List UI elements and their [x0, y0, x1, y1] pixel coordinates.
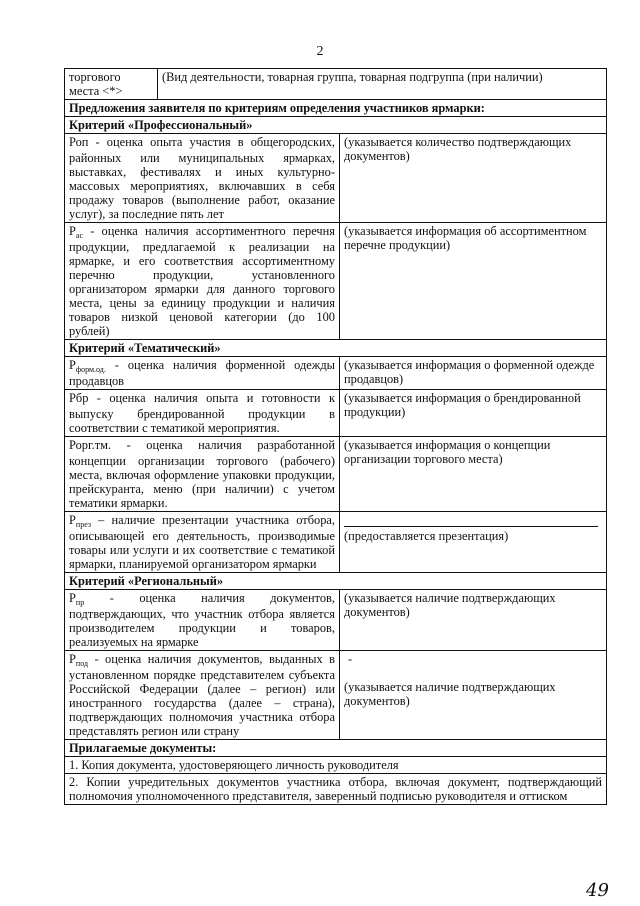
criterion-answer-cell [340, 651, 607, 740]
application-table [64, 68, 607, 805]
handwritten-page-number: 49 [586, 880, 609, 901]
criterion-answer-hint: (предоставляется презентация) [344, 529, 509, 543]
criterion-answer-hint: (указывается информация о форменной одежде продавцов) [340, 357, 607, 390]
attachment-item: 1. Копия документа, удостоверяющего личность руководителя [65, 757, 607, 774]
criterion-row [65, 437, 607, 512]
criterion-description: Рбр - оценка наличия опыта и готовности к выпуску брендированной продукции в соответствии с тематикой мероприятия. [65, 390, 340, 437]
criterion-row [65, 512, 607, 573]
page-number: 2 [316, 44, 324, 59]
professional-criterion-header: Критерий «Профессиональный» [65, 117, 607, 134]
criterion-description: Роп - оценка опыта участия в общегородских, районных или муниципальных ярмарках, выставках, фестивалях и иных культурно-массовых мероприятиях, включавших в себя продажу товаров (выполнение работ, оказание услуг), за последние пять лет [65, 134, 340, 223]
criterion-answer-hint: (указывается наличие подтверждающих документов) [340, 590, 607, 651]
attachments-header: Прилагаемые документы: [65, 740, 607, 757]
criterion-answer-hint: (указывается информация об ассортиментном перечне продукции) [340, 223, 607, 340]
proposals-header: Предложения заявителя по критериям определения участников ярмарки: [65, 100, 607, 117]
criterion-description: $Р_{пр}$ - оценка наличия документов, подтверждающих, что участник отбора является производителем продукции и товаров, реализуемых на ярмарке [65, 590, 340, 651]
criterion-description: $Р_{форм.од.}$ - оценка наличия форменной одежды продавцов [65, 357, 340, 390]
criterion-row [65, 590, 607, 651]
criterion-answer-hint: (указывается информация о концепции организации торгового места) [340, 437, 607, 512]
criterion-answer-hint: (указывается количество подтверждающих документов) [340, 134, 607, 223]
trade-place-row [65, 69, 607, 100]
thematic-criterion-header: Критерий «Тематический» [65, 340, 607, 357]
trade-place-hint: (Вид деятельности, товарная группа, товарная подгруппа (при наличии) [158, 69, 607, 100]
criterion-row [65, 223, 607, 340]
criterion-row [65, 651, 607, 740]
criterion-description: $Р_{ас}$ - оценка наличия ассортиментного перечня продукции, предлагаемой к реализации на ярмарке, и его соответствия ассортиментному перечню продукции, установленного организатором ярмарки для данного торгового места, цены за единицу продукции и наличия товаров низкой ценовой категории (до 100 рублей) [65, 223, 340, 340]
criterion-answer-hint: (указывается информация о брендированной продукции) [340, 390, 607, 437]
criterion-answer-cell [340, 512, 607, 573]
regional-criterion-header: Критерий «Региональный» [65, 573, 607, 590]
criterion-row [65, 357, 607, 390]
criterion-answer-hint: (указывается наличие подтверждающих документов) [344, 680, 556, 708]
criterion-description: $Р_{през}$ – наличие презентации участника отбора, описывающей его деятельность, производимые товары или услуги и их соответствие с тематикой ярмарки, планируемой организатором ярмарки [65, 512, 340, 573]
attachment-item: 2. Копии учредительных документов участника отбора, включая документ, подтверждающий полномочия уполномоченного представителя, заверенный подписью руководителя и оттиском [65, 774, 607, 805]
criterion-row [65, 134, 607, 223]
stray-mark: - [348, 652, 353, 666]
presentation-blank-line [344, 513, 598, 527]
trade-place-label: торгового места <*> [65, 69, 158, 100]
criterion-description: Рорг.тм. - оценка наличия разработанной концепции организации торгового (рабочего) места, включая оформление упаковки продукции, прейскуранта, меню (при наличии) с учетом тематики ярмарки. [65, 437, 340, 512]
criterion-description: $Р_{под}$ - оценка наличия документов, выданных в установленном порядке представителем субъекта Российской Федерации (далее – регион) или иностранного государства (далее – страна), подтверждающих полномочия участника отбора представлять регион или страну [65, 651, 340, 740]
criterion-row [65, 390, 607, 437]
